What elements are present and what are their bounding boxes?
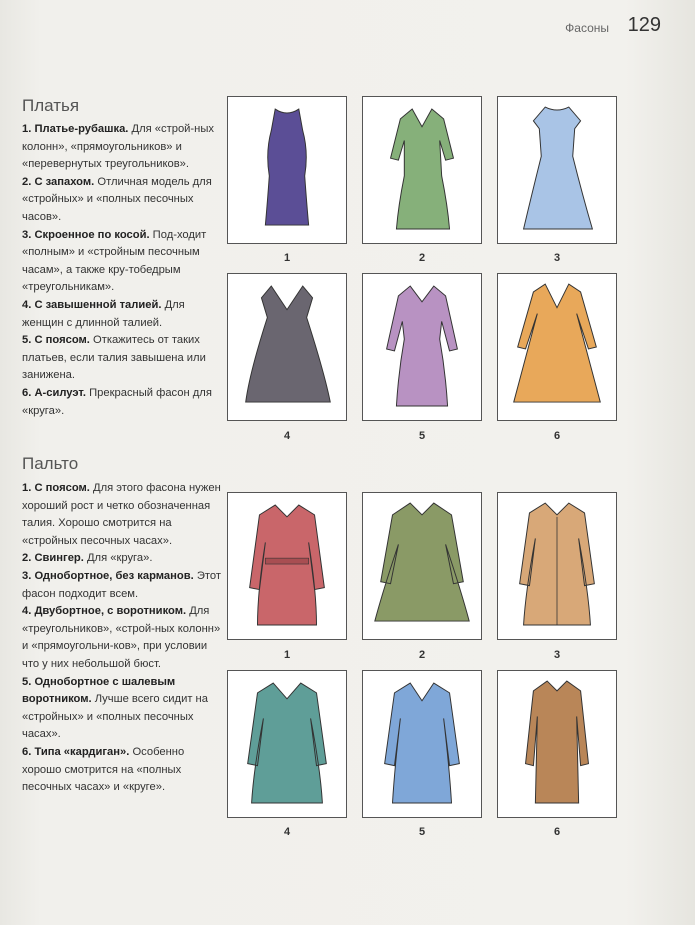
coat-illustration-5 bbox=[362, 670, 482, 818]
coat-item-2: 2. Свингер. Для «круга». bbox=[22, 552, 153, 565]
coats-title: Пальто bbox=[22, 454, 79, 473]
coat-illustration-1 bbox=[227, 492, 347, 640]
dress-shape bbox=[524, 107, 593, 229]
coat-illustration-2 bbox=[362, 492, 482, 640]
dress-label-4: 4 bbox=[283, 430, 291, 442]
coat-illustration-4 bbox=[227, 670, 347, 818]
coat-shape bbox=[250, 505, 325, 625]
dress-label-2: 2 bbox=[418, 252, 426, 264]
coat-item-6: 6. Типа «кардиган». Особенно хорошо смотрится на «полных песочных часах» и «круге». bbox=[22, 745, 185, 794]
dress-label-6: 6 bbox=[553, 430, 561, 442]
coat-item-5: 5. Однобортное с шалевым воротником. Лучше всего сидит на «стройных» и «полных песочных часах». bbox=[22, 675, 208, 741]
coat-label-4: 4 bbox=[283, 826, 291, 838]
dress-item-6: 6. А-силуэт. Прекрасный фасон для «круга». bbox=[22, 386, 212, 417]
dress-shape bbox=[246, 286, 331, 402]
coat-shape bbox=[375, 503, 469, 621]
dresses-list bbox=[22, 121, 222, 420]
dress-item-1: 1. Платье-рубашка. Для «строй-ных колонн», «прямоугольников» и «перевернутых треугольников». bbox=[22, 123, 214, 171]
dress-shape bbox=[265, 109, 308, 225]
dress-shape bbox=[514, 284, 601, 402]
dress-illustration-2 bbox=[362, 96, 482, 244]
dress-label-3: 3 bbox=[553, 252, 561, 264]
dress-illustration-4 bbox=[227, 273, 347, 421]
coat-item-3: 3. Однобортное, без карманов. Этот фасон подходит всем. bbox=[22, 569, 221, 600]
dress-label-5: 5 bbox=[418, 430, 426, 442]
page-number: 129 bbox=[627, 14, 661, 36]
dress-label-1: 1 bbox=[283, 252, 291, 264]
coat-item-4: 4. Двубортное, с воротником. Для «треугольников», «строй-ных колонн» и «прямоугольни-ков», при условии что у них небольшой бюст. bbox=[22, 605, 221, 670]
coat-label-3: 3 bbox=[553, 649, 561, 661]
dress-item-5: 5. С поясом. Откажитесь от таких платьев, если талия завышена или занижена. bbox=[22, 334, 206, 382]
coat-shape bbox=[248, 683, 327, 803]
dress-illustration-5 bbox=[362, 273, 482, 421]
coat-label-5: 5 bbox=[418, 826, 426, 838]
dress-item-4: 4. С завышенной талией. Для женщин с длинной талией. bbox=[22, 298, 185, 329]
coat-label-1: 1 bbox=[283, 649, 291, 661]
dress-item-3: 3. Скроенное по косой. Под-ходит «полным» и «стройным песочным часам», а также кру-тобедрым «треугольникам». bbox=[22, 228, 207, 294]
coat-illustration-3 bbox=[497, 492, 617, 640]
coats-list bbox=[22, 480, 222, 797]
coat-illustration-6 bbox=[497, 670, 617, 818]
dress-shape bbox=[391, 109, 454, 229]
dress-illustration-3 bbox=[497, 96, 617, 244]
coat-shape bbox=[526, 681, 589, 803]
coat-label-2: 2 bbox=[418, 649, 426, 661]
dresses-title: Платья bbox=[22, 96, 80, 115]
dress-item-2: 2. С запахом. Отличная модель для «стройных» и «полных песочных часов». bbox=[22, 175, 212, 223]
dress-shape bbox=[387, 286, 458, 406]
dress-illustration-1 bbox=[227, 96, 347, 244]
coat-shape bbox=[385, 683, 460, 803]
coat-label-6: 6 bbox=[553, 826, 561, 838]
section-header: Фасоны bbox=[565, 21, 609, 35]
coat-item-1: 1. С поясом. Для этого фасона нужен хороший рост и четко обозначенная талия. Хорошо смотрится на «стройных песочных часах». bbox=[22, 482, 221, 547]
dress-illustration-6 bbox=[497, 273, 617, 421]
